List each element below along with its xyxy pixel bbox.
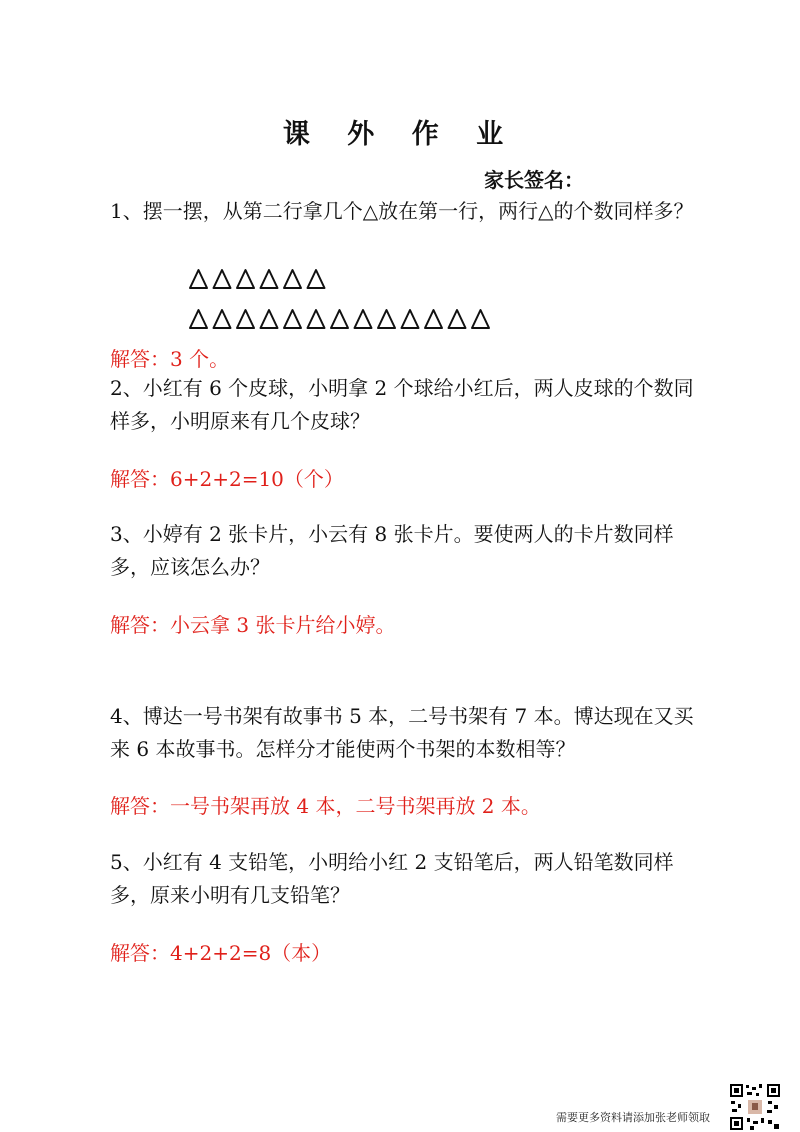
- triangle-icon: [237, 310, 254, 328]
- triangle-icon: [284, 310, 301, 328]
- answer-3: 解答：小云拿 3 张卡片给小婷。: [110, 613, 396, 637]
- page-title: 课 外 作 业: [282, 119, 518, 150]
- triangle-icon: [308, 270, 325, 288]
- triangle-row-2: [188, 306, 498, 332]
- triangle-icon: [378, 310, 395, 328]
- triangle-icon: [425, 310, 442, 328]
- triangle-icon: [190, 270, 207, 288]
- triangle-row-2-svg: [188, 306, 498, 332]
- question-1: 1、摆一摆，从第二行拿几个△放在第一行，两行△的个数同样多？: [110, 199, 694, 223]
- triangle-icon: [284, 270, 301, 288]
- answer-5: 解答：4+2+2=8（本）: [110, 941, 332, 965]
- parent-signature-label: 家长签名：: [484, 168, 584, 192]
- question-2: 2、小红有 6 个皮球，小明拿 2 个球给小红后，两人皮球的个数同样多，小明原来有几个皮球？: [110, 376, 694, 433]
- question-3: 3、小婷有 2 张卡片，小云有 8 张卡片。要使两人的卡片数同样多，应该怎么办？: [110, 522, 674, 579]
- triangle-icon: [190, 310, 207, 328]
- footer-text: 需要更多资料请添加张老师领取: [556, 1111, 710, 1124]
- triangle-icon: [449, 310, 466, 328]
- triangle-row-1-svg: [188, 266, 333, 292]
- answer-4: 解答：一号书架再放 4 本，二号书架再放 2 本。: [110, 794, 541, 818]
- triangle-icon: [355, 310, 372, 328]
- triangle-row-1: [188, 266, 333, 292]
- triangle-icon: [331, 310, 348, 328]
- question-5: 5、小红有 4 支铅笔，小明给小红 2 支铅笔后，两人铅笔数同样多，原来小明有几支铅笔？: [110, 850, 674, 907]
- triangle-icon: [402, 310, 419, 328]
- triangle-icon: [261, 310, 278, 328]
- question-4: 4、博达一号书架有故事书 5 本，二号书架有 7 本。博达现在又买来 6 本故事书。怎样分才能使两个书架的本数相等？: [110, 704, 694, 761]
- answer-1: 解答：3 个。: [110, 347, 230, 371]
- triangle-icon: [214, 310, 231, 328]
- answer-2: 解答：6+2+2=10（个）: [110, 467, 344, 491]
- triangle-icon: [214, 270, 231, 288]
- triangle-icon: [237, 270, 254, 288]
- triangle-icon: [472, 310, 489, 328]
- triangle-icon: [308, 310, 325, 328]
- triangle-icon: [261, 270, 278, 288]
- qr-code-icon: [728, 1082, 782, 1132]
